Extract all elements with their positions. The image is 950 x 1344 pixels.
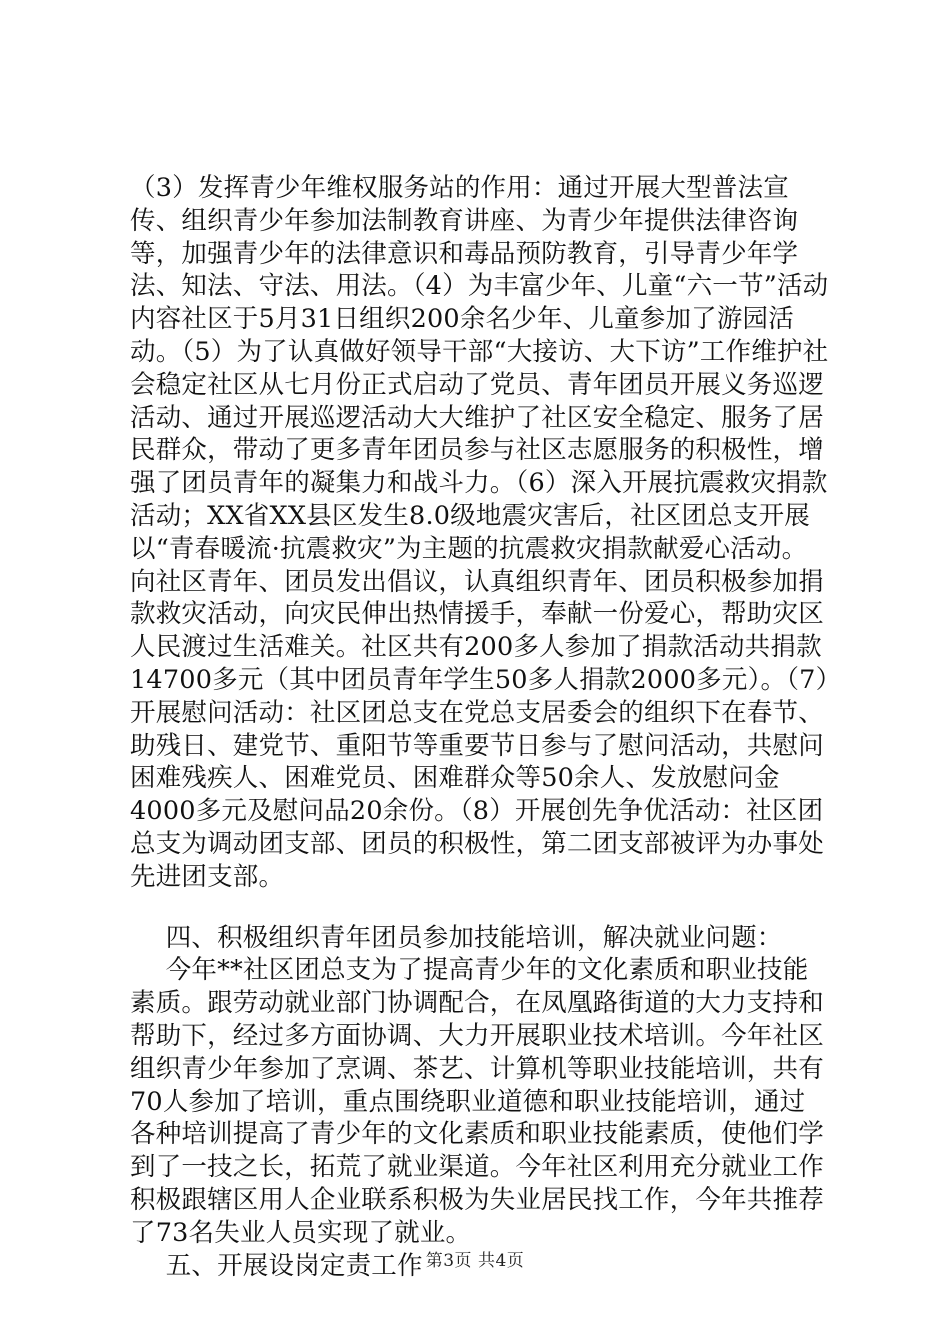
paragraph-spacer (130, 894, 830, 922)
section-heading-skills-training: 四、积极组织青年团员参加技能培训，解决就业问题： (165, 922, 783, 953)
body-paragraph-activities: （3）发挥青少年维权服务站的作用：通过开展大型普法宣传、组织青少年参加法制教育讲座、为青少年提供法律咨询等，加强青少年的法律意识和毒品预防教育，引导青少年学法、知法、守法、用法。（4）为丰富少年、儿童“六一节”活动内容社区于5月31日组织200余名少年、儿童参加了游园活动。（5）为了认真做好领导干部“大接访、大下访”工作维护社会稳定社区从七月份正式启动了党员、青年团员开展义务巡逻活动、通过开展巡逻活动大大维护了社区安全稳定、服务了居民群众，带动了更多青年团员参与社区志愿服务的积极性，增强了团员青年的凝集力和战斗力。（6）深入开展抗震救灾捐款活动；XX省XX县区发生8.0级地震灾害后，社区团总支开展以“青春暖流·抗震救灾”为主题的抗震救灾捐款献爱心活动。向社区青年、团员发出倡议，认真组织青年、团员积极参加捐款救灾活动，向灾民伸出热情援手，奉献一份爱心，帮助灾区人民渡过生活难关。社区共有200多人参加了捐款活动共捐款14700多元（其中团员青年学生50多人捐款2000多元）。（7）开展慰问活动：社区团总支在党总支居委会的组织下在春节、助残日、建党节、重阳节等重要节日参与了慰问活动，共慰问困难残疾人、困难党员、困难群众等50余人、发放慰问金4000多元及慰问品20余份。（8）开展创先争优活动：社区团总支为调动团支部、团员的积极性，第二团支部被评为办事处先进团支部。 (130, 173, 829, 892)
body-paragraph-training: 今年**社区团总支为了提高青少年的文化素质和职业技能素质。跟劳动就业部门协调配合，在凤凰路街道的大力支持和帮助下，经过多方面协调、大力开展职业技术培训。今年社区组织青少年参加了烹调、茶艺、计算机等职业技能培训，共有70人参加了培训，重点围绕职业道德和职业技能培训，通过各种培训提高了青少年的文化素质和职业技能素质，使他们学到了一技之长，拓荒了就业渠道。今年社区利用充分就业工作积极跟辖区用人企业联系积极为失业居民找工作，今年共推荐了73名失业人员实现了就业。 (130, 955, 824, 1248)
section-heading-post-responsibility: 五、开展设岗定责工作 (165, 1250, 423, 1281)
document-body (130, 172, 830, 1282)
page-number-footer: 第3页 共4页 (425, 1251, 525, 1271)
